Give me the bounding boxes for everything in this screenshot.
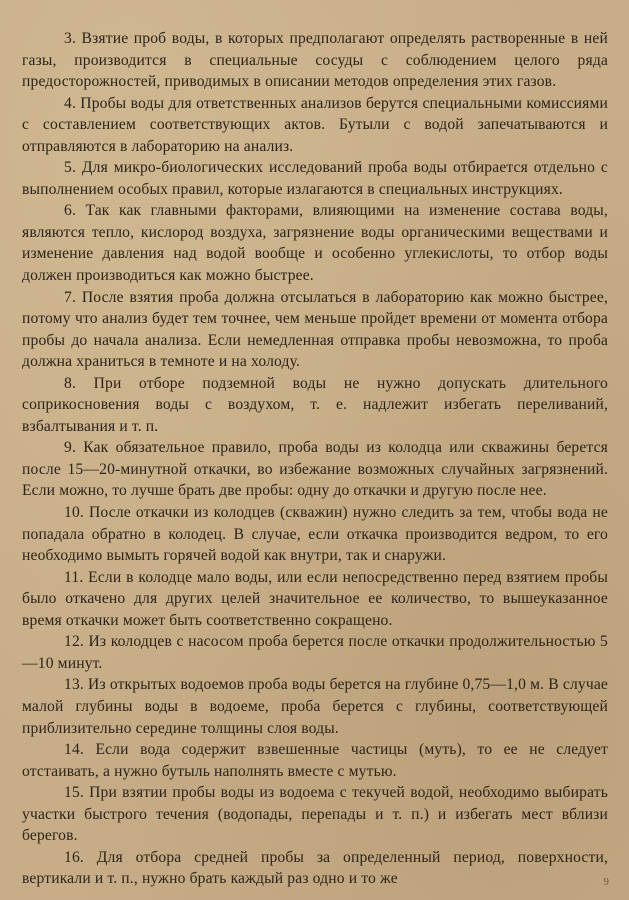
page-number: 9 bbox=[603, 876, 609, 888]
paragraph-number: 3. bbox=[64, 30, 76, 47]
paragraph-10 bbox=[22, 502, 608, 567]
paragraph-number: 8. bbox=[64, 374, 76, 392]
paragraph-number: 6. bbox=[64, 202, 76, 220]
paragraph-text: После взятия проба должна отсылаться в лабораторию как можно быстрее, потому что анализ будет тем точнее, чем меньше пройдет времени от момента отбора пробы до начала анализа. Если немедленная отправка пробы невозможна, то проба должна храниться в темноте и на холоду. bbox=[22, 288, 608, 371]
paragraph-5 bbox=[22, 157, 608, 200]
paragraph-6 bbox=[22, 200, 608, 286]
paragraph-text: Так как главными факторами, влияющими на изменение состава воды, являются тепло, кислород воздуха, загрязнение воды органическими веществами и изменение давления над водой вообще и особенно углекислоты, то отбор воды должен производиться как можно быстрее. bbox=[22, 202, 608, 285]
paragraph-text: Из колодцев с насосом проба берется после откачки продолжительностью 5—10 минут. bbox=[22, 633, 608, 672]
paragraph-number: 15. bbox=[64, 784, 84, 802]
paragraph-14 bbox=[22, 739, 608, 782]
paragraph-number: 14. bbox=[64, 741, 84, 759]
paragraph-text: После откачки из колодцев (скважин) нужно следить за тем, чтобы вода не попадала обратно в колодец. В случае, если откачка производится ведром, то его необходимо вымыть горячей водой как внутри, так и снаружи. bbox=[22, 504, 608, 565]
paragraph-15 bbox=[22, 782, 608, 847]
paragraph-text: Взятие проб воды, в которых предполагают определять растворенные в ней газы, производится в специальные сосуды с соблюдением целого ряда предосторожностей, приводимых в описании методов определения этих газов. bbox=[22, 30, 608, 91]
paragraph-4 bbox=[22, 93, 608, 158]
paragraph-number: 16. bbox=[64, 848, 84, 866]
paragraph-number: 4. bbox=[64, 94, 76, 112]
paragraph-11 bbox=[22, 567, 608, 632]
paragraph-9 bbox=[22, 437, 608, 502]
paragraph-number: 10. bbox=[64, 504, 84, 522]
paragraph-7 bbox=[22, 287, 608, 373]
paragraph-number: 9. bbox=[64, 439, 76, 457]
paragraph-number: 7. bbox=[64, 288, 76, 306]
paragraph-text: Как обязательное правило, проба воды из колодца или скважины берется после 15—20-минутной откачки, во избежание возможных случайных загрязнений. Если можно, то лучше брать две пробы: одну до откачки и другую после нее. bbox=[22, 439, 608, 500]
document-body bbox=[22, 28, 608, 890]
paragraph-number: 11. bbox=[64, 568, 84, 586]
paragraph-3 bbox=[22, 28, 608, 93]
paragraph-12 bbox=[22, 631, 608, 674]
paragraph-number: 12. bbox=[64, 633, 84, 651]
paragraph-number: 5. bbox=[64, 159, 76, 177]
paragraph-13 bbox=[22, 674, 608, 739]
paragraph-16 bbox=[22, 847, 608, 890]
paragraph-text: Если в колодце мало воды, или если непосредственно перед взятием пробы было откачено для других целей значительное ее количество, то вышеуказанное время откачки может быть соответственно сокращено. bbox=[22, 568, 608, 629]
paragraph-text: Если вода содержит взвешенные частицы (муть), то ее не следует отстаивать, а нужно бутыль наполнять вместе с мутью. bbox=[22, 741, 608, 780]
paragraph-text: При отборе подземной воды не нужно допускать длительного соприкосновения воды с воздухом, т. е. надлежит избегать переливаний, взбалтывания и т. п. bbox=[22, 374, 608, 435]
paragraph-text: Для отбора средней пробы за определенный период, поверхности, вертикали и т. п., нужно брать каждый раз одно и то же bbox=[22, 848, 608, 888]
paragraph-number: 13. bbox=[64, 676, 84, 694]
paragraph-text: Из открытых водоемов проба воды берется на глубине 0,75—1,0 м. В случае малой глубины воды в водоеме, проба берется с глубины, соответствующей приблизительно середине толщины слоя воды. bbox=[22, 676, 608, 737]
paragraph-text: Для микро-биологических исследований проба воды отбирается отдельно с выполнением особых правил, которые излагаются в специальных инструкциях. bbox=[22, 159, 608, 198]
paragraph-8 bbox=[22, 373, 608, 438]
paragraph-text: Пробы воды для ответственных анализов берутся специальными комиссиями с составлением соответствующих актов. Бутыли с водой запечатываются и отправляются в лабораторию на анализ. bbox=[22, 94, 608, 155]
paragraph-text: При взятии пробы воды из водоема с текучей водой, необходимо выбирать участки быстрого течения (водопады, перепады и т. п.) и избегать мест вблизи берегов. bbox=[22, 784, 608, 845]
